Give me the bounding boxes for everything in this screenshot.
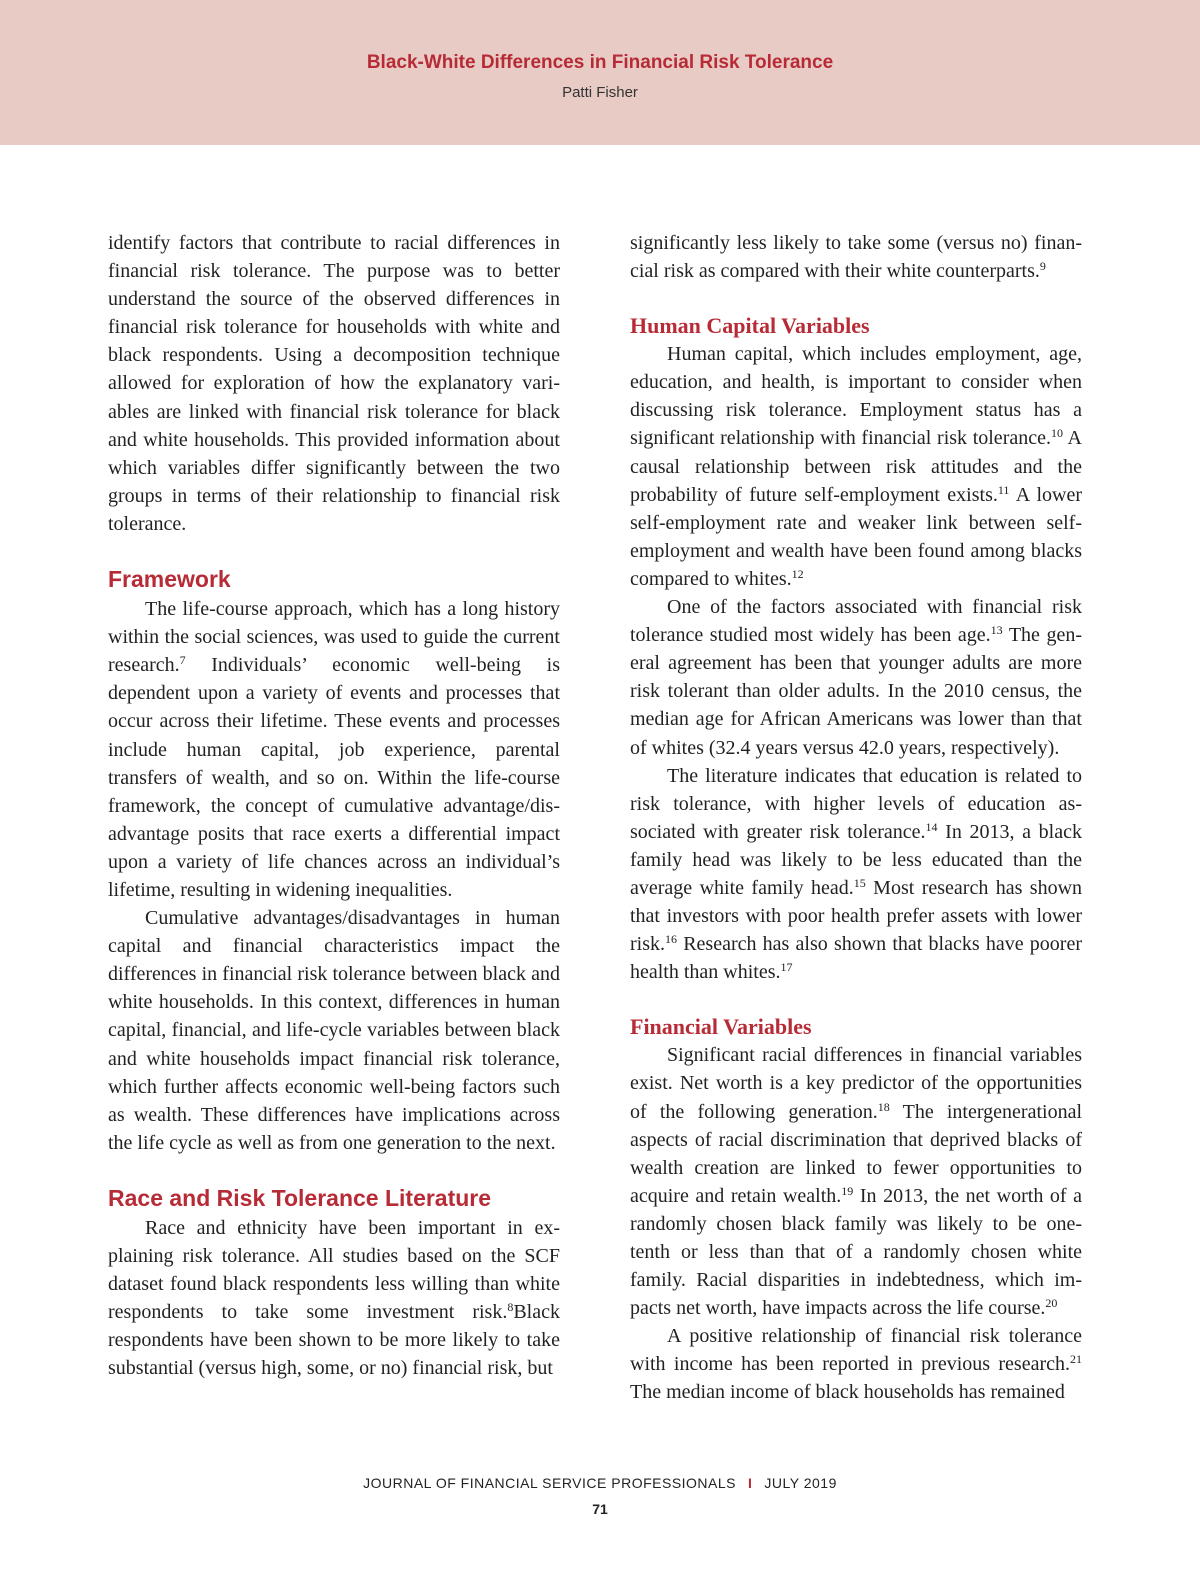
footnote-ref[interactable]: 20 xyxy=(1045,1296,1058,1311)
paragraph: The literature indicates that education is related to risk tolerance, with higher levels of education associated with greater risk tolerance.$^{14}$ In 2013, a black family head was likely to be less educated than the average white family head.$^{15}$ Most research has shown that investors with poor health prefer assets with lower risk.$^{16}$ Research has also shown that blacks have poorer health than whites.$^{17}$ xyxy=(630,764,1083,984)
section-heading-financial: Financial Variables xyxy=(630,1014,812,1040)
section-heading-human-capital: Human Capital Variables xyxy=(630,313,870,339)
issue-date: JULY 2019 xyxy=(764,1475,837,1491)
paragraph: Human capital, which includes employment, age, education, and health, is important to consider when discussing risk tolerance. Employment status has a significant relationship with financial risk tolerance.$^{10}$ A causal relationship between risk attitudes and the probability of future self-employment exists.$^{11}$ A lower self-employment rate and weaker link between self-employment and wealth have been found among blacks compared to whites.$^{12}$ xyxy=(630,343,1082,590)
paragraph: A positive relationship of financial risk tolerance with income has been reported in previous research.$^{21}$ The median income of black households has remained xyxy=(630,1325,1082,1404)
paragraph: One of the factors associated with financial risk tolerance studied most widely has been age.$^{13}$ The general agreement has been that younger adults are more risk tolerant than older adults. In the 2010 census, the median age for African Americans was lower than that of whites (32.4 years versus 42.0 years, respectively). xyxy=(630,596,1082,759)
footnote-ref[interactable]: 13 xyxy=(990,623,1003,638)
footnote-ref[interactable]: 11 xyxy=(997,482,1010,497)
footnote-ref[interactable]: 16 xyxy=(665,932,677,947)
footnote-ref[interactable]: 8 xyxy=(507,1300,514,1315)
page-number: 71 xyxy=(592,1501,608,1517)
footnote-ref[interactable]: 15 xyxy=(853,875,866,890)
footnote-ref[interactable]: 14 xyxy=(925,819,938,834)
journal-name: JOURNAL OF FINANCIAL SERVICE PROFESSIONALS xyxy=(363,1475,737,1491)
paragraph: Race and ethnicity have been important in explaining risk tolerance. All studies based on the SCF dataset found black respondents less willing than white respondents to take some investment risk.$^8$Black respondents have been shown to be more likely to take substantial (versus high, some, or no) financial risk, but xyxy=(108,1216,560,1380)
left-column xyxy=(108,229,560,1382)
article-author: Patti Fisher xyxy=(562,84,638,101)
footnote-ref[interactable]: 21 xyxy=(1070,1352,1082,1367)
footer-separator: I xyxy=(748,1475,753,1491)
footnote-ref[interactable]: 9 xyxy=(1039,259,1046,274)
footnote-ref[interactable]: 19 xyxy=(841,1183,854,1198)
section-heading-framework: Framework xyxy=(108,566,231,593)
footnote-ref[interactable]: 7 xyxy=(179,653,186,668)
footnote-ref[interactable]: 10 xyxy=(1050,426,1063,441)
paragraph: Cumulative advantages/disadvantages in human capital and financial characteristics impact the differences in financial risk tolerance between black and white households. In this context, differences in human capital, financial, and life-cycle variables between black and white households impact financial risk tolerance, which further affects economic well-being factors such as wealth. These differences have implications across the life cycle as well as from one generation to the next. xyxy=(108,907,560,1154)
paragraph: The life-course approach, which has a long history within the social sciences, was used to guide the current research.$^7$ Individuals’ economic well-being is dependent upon a variety of events and processes that occur across their lifetime. These events and processes include human capital, job experience, parental transfers of wealth, and so on. Within the life-course framework, the concept of cumulative advantage/disadvantage posits that race exerts a differential impact upon a variety of life chances across an individual’s lifetime, resulting in widening inequalities. xyxy=(108,598,560,901)
footnote-ref[interactable]: 17 xyxy=(780,960,793,975)
journal-footer xyxy=(0,1475,1200,1491)
footnote-ref[interactable]: 18 xyxy=(877,1099,890,1114)
paragraph: significantly less likely to take some (versus no) financial risk as compared with their white counterparts.$^9$ xyxy=(630,232,1082,283)
footnote-ref[interactable]: 12 xyxy=(791,566,804,581)
article-title: Black-White Differences in Financial Risk Tolerance xyxy=(366,52,834,73)
right-column xyxy=(630,229,1082,1407)
running-header xyxy=(0,0,1200,145)
paragraph: identify factors that contribute to racial differences in financial risk tolerance. The purpose was to better understand the source of the observed differences in financial risk tolerance for households with white and black respondents. Using a decomposition technique allowed for exploration of how the explanatory variables are linked with financial risk tolerance for black and white households. This provided information about which variables differ significantly between the two groups in terms of their relationship to financial risk tolerance. xyxy=(108,232,560,535)
section-heading-race: Race and Risk Tolerance Literature xyxy=(108,1184,492,1211)
paragraph: Significant racial differences in financial variables exist. Net worth is a key predictor of the opportunities of the following generation.$^{18}$ The intergenerational aspects of racial discrimination that deprived blacks of wealth creation are linked to fewer opportunities to acquire and retain wealth.$^{19}$ In 2013, the net worth of a randomly chosen black family was likely to be one-tenth or less than that of a randomly chosen white family. Racial disparities in indebtedness, which impacts net worth, have impacts across the life course.$^{20}$ xyxy=(630,1044,1082,1320)
